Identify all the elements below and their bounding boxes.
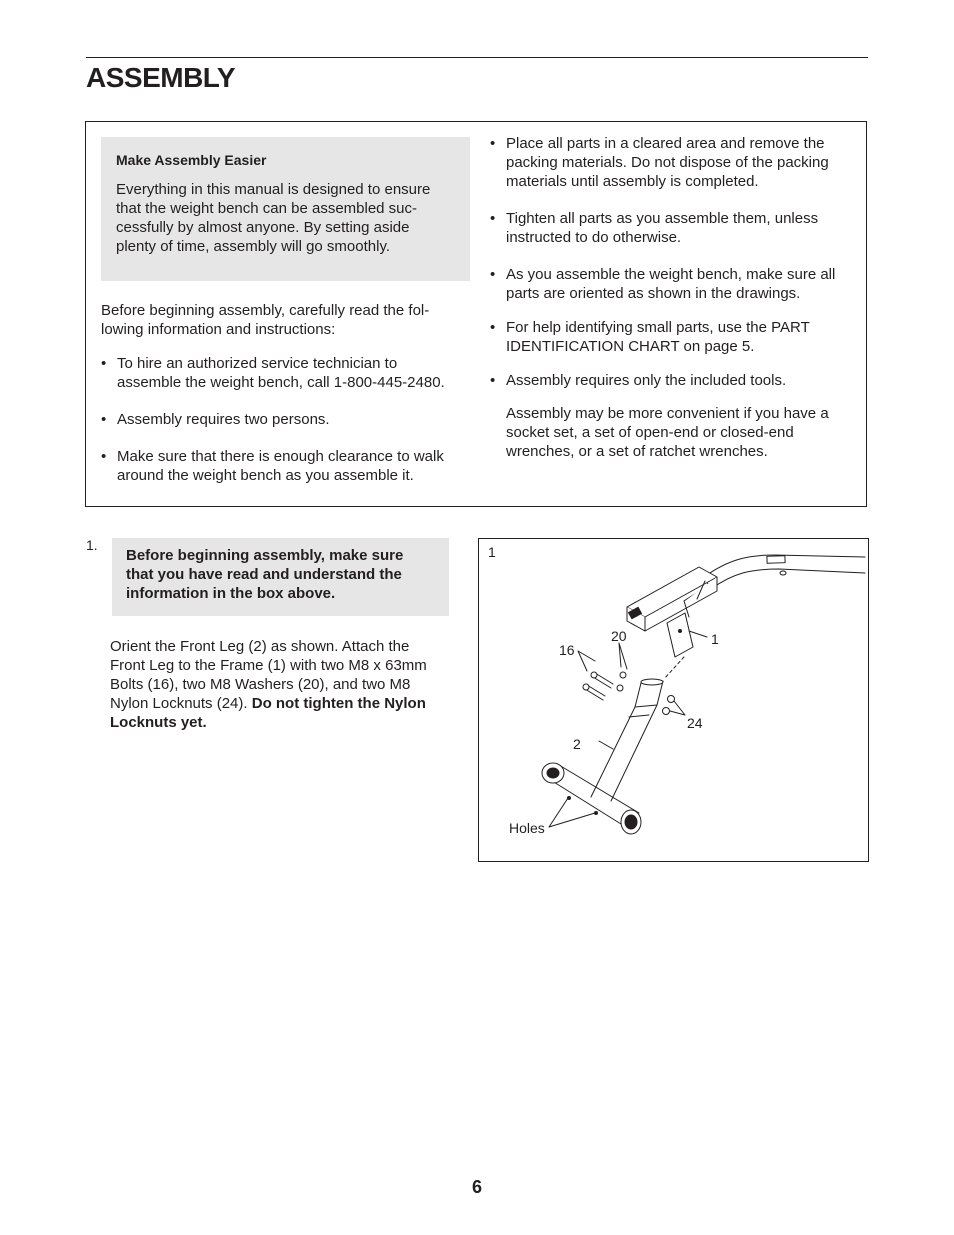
assembly-drawing xyxy=(479,539,870,863)
right-bullet-list xyxy=(490,134,860,390)
tools-text: Assembly may be more convenient if you have a socket set, a set of open-end or closed-end wrenches, or a set of ratchet wrenches. xyxy=(506,405,829,460)
frame-sleeve xyxy=(667,613,693,657)
info-left-column xyxy=(101,301,471,485)
page-number: 6 xyxy=(471,1177,482,1197)
callout-locknuts: 24 xyxy=(687,715,703,731)
make-assembly-easier-panel xyxy=(101,137,470,281)
left-bullet-list xyxy=(101,354,471,485)
bullet-tighten-parts: • Tighten all parts as you assemble them, unless instructed to do otherwise. xyxy=(490,210,819,246)
header-rule xyxy=(86,57,868,58)
callout-frame: 1 xyxy=(711,631,719,647)
info-right-column xyxy=(490,134,860,461)
bullet-cleared-area: • Place all parts in a cleared area and remove the packing materials. Do not dispose of the packing materials until assembly is completed. xyxy=(490,135,829,190)
step-number: 1. xyxy=(86,537,98,553)
callout-washers: 20 xyxy=(611,628,627,644)
easier-text: Everything in this manual is designed to ensure that the weight bench can be assembled suc- cessfully by almost anyone. By setting aside plenty of time, assembly will go smoothly. xyxy=(116,181,431,255)
callout-holes: Holes xyxy=(509,820,545,836)
assembly-info-box xyxy=(85,121,867,507)
assembly-figure-1 xyxy=(478,538,869,862)
bullet-clearance: • Make sure that there is enough clearance to walk around the weight bench as you assemble it. xyxy=(101,448,444,484)
page-heading: ASSEMBLY xyxy=(86,62,236,93)
figure-number: 1 xyxy=(488,544,496,560)
step-note-box: Before beginning assembly, make sure that you have read and understand the information in the box above. xyxy=(112,538,449,616)
bullet-part-identification: • For help identifying small parts, use the PART IDENTIFICATION CHART on page 5. xyxy=(490,319,810,355)
callout-front-leg: 2 xyxy=(573,736,581,752)
easier-title: Make Assembly Easier xyxy=(116,152,267,168)
bullet-orientation: • As you assemble the weight bench, make sure all parts are oriented as shown in the drawings. xyxy=(490,266,836,302)
bullet-two-persons: • Assembly requires two persons. xyxy=(101,411,330,428)
bullet-service-technician: • To hire an authorized service technician to assemble the weight bench, call 1-800-445-2480. xyxy=(101,355,445,391)
callout-bolts: 16 xyxy=(559,642,575,658)
bolt-group xyxy=(583,672,613,700)
bullet-included-tools: • Assembly requires only the included tools. xyxy=(490,372,787,389)
intro-text: Before beginning assembly, carefully read the fol- lowing information and instructions: xyxy=(101,302,430,338)
step-instructions: Orient the Front Leg (2) as shown. Attach the Front Leg to the Frame (1) with two M8 x 63mm Bolts (16), two M8 Washers (20), and two M8 Nylon Locknuts (24). Do not tighten the Nylon Locknuts yet. xyxy=(110,638,427,731)
